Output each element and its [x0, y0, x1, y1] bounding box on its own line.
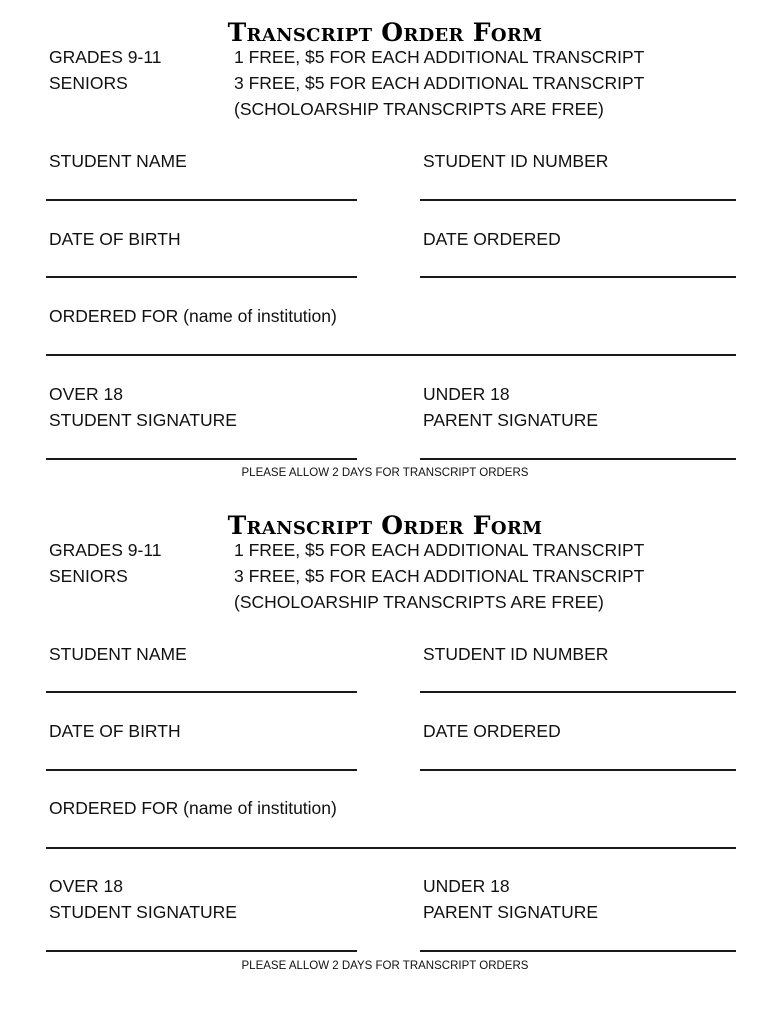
date-ordered-field-line[interactable]: [420, 276, 736, 278]
seniors-label: SENIORS: [49, 73, 128, 93]
transcript-order-form-2: [0, 493, 770, 983]
date-ordered-label: DATE ORDERED: [423, 229, 561, 249]
seniors-policy: 3 FREE, $5 FOR EACH ADDITIONAL TRANSCRIPT: [234, 73, 645, 93]
grades-9-11-label: GRADES 9-11: [49, 540, 162, 560]
student-id-field-line[interactable]: [420, 691, 736, 693]
date-of-birth-field-line[interactable]: [46, 276, 357, 278]
student-name-field-line[interactable]: [46, 691, 357, 693]
processing-time-note: PLEASE ALLOW 2 DAYS FOR TRANSCRIPT ORDERS: [241, 467, 529, 479]
seniors-policy: 3 FREE, $5 FOR EACH ADDITIONAL TRANSCRIPT: [234, 566, 645, 586]
student-id-field-line[interactable]: [420, 199, 736, 201]
student-id-label: STUDENT ID NUMBER: [423, 151, 609, 171]
date-ordered-label: DATE ORDERED: [423, 721, 561, 741]
date-ordered-field-line[interactable]: [420, 769, 736, 771]
grades-9-11-label: GRADES 9-11: [49, 47, 162, 67]
form-title: Transcript Order Form: [227, 511, 543, 540]
ordered-for-field-line[interactable]: [46, 354, 736, 356]
processing-time-note: PLEASE ALLOW 2 DAYS FOR TRANSCRIPT ORDERS: [241, 960, 529, 972]
grades-9-11-policy: 1 FREE, $5 FOR EACH ADDITIONAL TRANSCRIPT: [234, 47, 645, 67]
date-of-birth-label: DATE OF BIRTH: [49, 721, 181, 741]
student-id-label: STUDENT ID NUMBER: [423, 644, 609, 664]
scholarship-note: (SCHOLOARSHIP TRANSCRIPTS ARE FREE): [234, 99, 604, 119]
date-of-birth-label: DATE OF BIRTH: [49, 229, 181, 249]
student-signature-line[interactable]: [46, 950, 357, 952]
over-18-label: OVER 18: [49, 384, 123, 404]
ordered-for-label: ORDERED FOR (name of institution): [49, 798, 337, 818]
parent-signature-line[interactable]: [420, 950, 736, 952]
transcript-order-form-1: [0, 0, 770, 490]
student-name-field-line[interactable]: [46, 199, 357, 201]
ordered-for-field-line[interactable]: [46, 847, 736, 849]
grades-9-11-policy: 1 FREE, $5 FOR EACH ADDITIONAL TRANSCRIPT: [234, 540, 645, 560]
under-18-label: UNDER 18: [423, 876, 510, 896]
under-18-label: UNDER 18: [423, 384, 510, 404]
student-signature-line[interactable]: [46, 458, 357, 460]
parent-signature-line[interactable]: [420, 458, 736, 460]
student-name-label: STUDENT NAME: [49, 151, 187, 171]
over-18-label: OVER 18: [49, 876, 123, 896]
student-name-label: STUDENT NAME: [49, 644, 187, 664]
student-signature-label: STUDENT SIGNATURE: [49, 902, 237, 922]
student-signature-label: STUDENT SIGNATURE: [49, 410, 237, 430]
date-of-birth-field-line[interactable]: [46, 769, 357, 771]
seniors-label: SENIORS: [49, 566, 128, 586]
parent-signature-label: PARENT SIGNATURE: [423, 902, 599, 922]
ordered-for-label: ORDERED FOR (name of institution): [49, 306, 337, 326]
form-title: Transcript Order Form: [227, 18, 543, 47]
scholarship-note: (SCHOLOARSHIP TRANSCRIPTS ARE FREE): [234, 592, 604, 612]
parent-signature-label: PARENT SIGNATURE: [423, 410, 599, 430]
